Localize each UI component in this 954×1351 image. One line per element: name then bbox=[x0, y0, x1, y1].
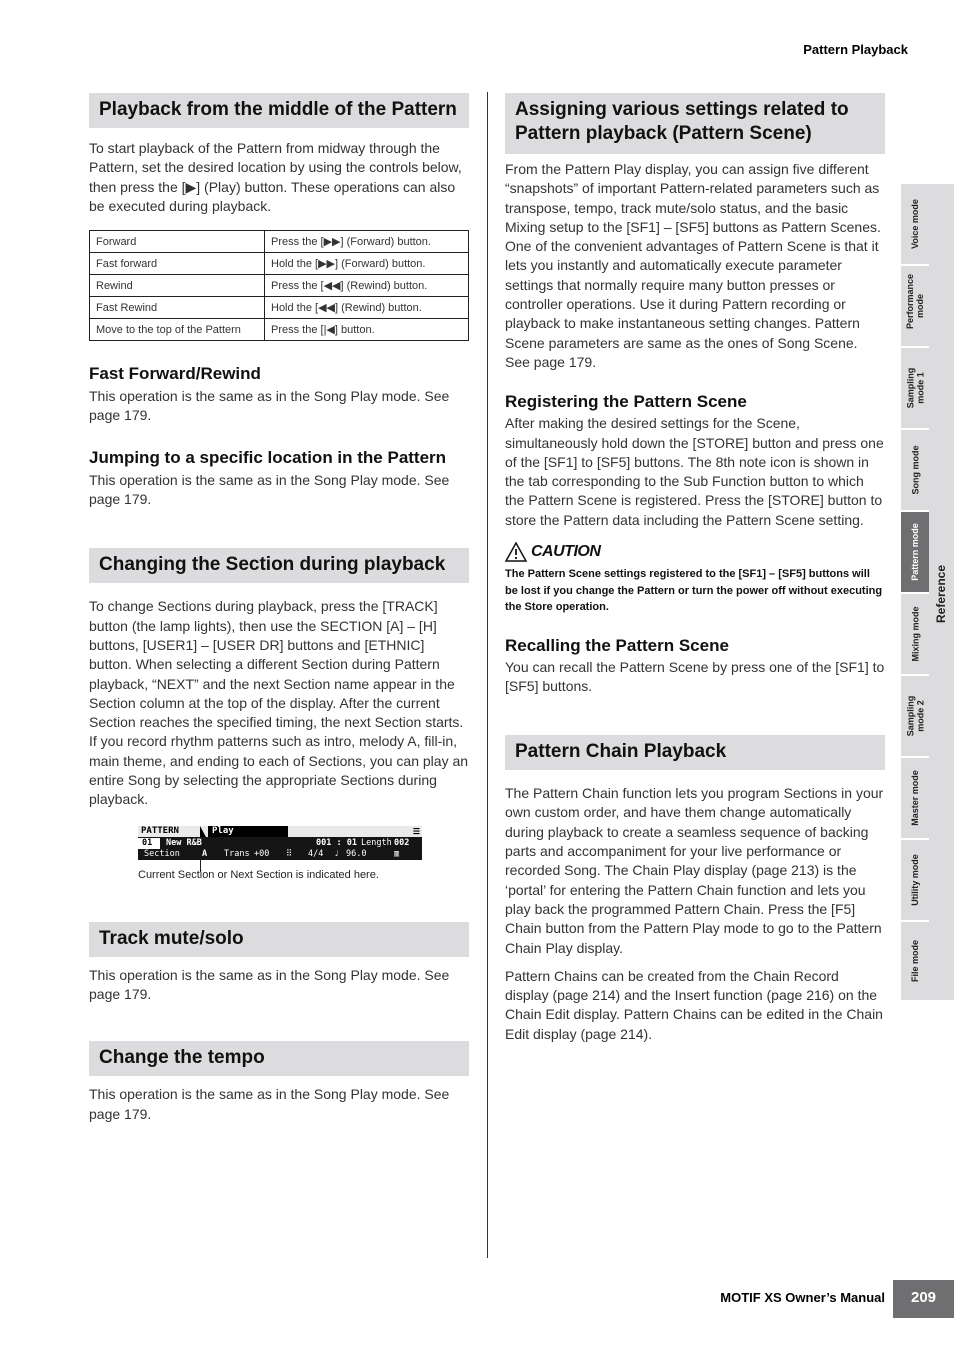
warning-icon bbox=[505, 542, 527, 562]
tab-mixing-mode[interactable]: Mixing mode bbox=[901, 594, 929, 674]
lcd-section-value: A bbox=[202, 848, 208, 859]
table-cell-op: Move to the top of the Pattern bbox=[90, 319, 265, 341]
section-heading-middle-playback: Playback from the middle of the Pattern bbox=[89, 93, 469, 128]
table-row bbox=[90, 275, 469, 297]
lcd-trans-value: +00 bbox=[254, 848, 270, 859]
table-cell-action: Hold the [◀◀] (Rewind) button. bbox=[265, 297, 469, 319]
section-heading-track-mute: Track mute/solo bbox=[89, 922, 469, 957]
tab-sampling-mode-2[interactable]: Sampling mode 2 bbox=[901, 676, 929, 756]
lcd-keyboard-icon: ▥ bbox=[394, 848, 400, 859]
lcd-caption: Current Section or Next Section is indicated here. bbox=[138, 868, 379, 881]
tab-master-mode[interactable]: Master mode bbox=[901, 758, 929, 838]
tab-performance-mode[interactable]: Performance mode bbox=[901, 266, 929, 346]
subheading-recalling: Recalling the Pattern Scene bbox=[505, 635, 729, 655]
section-heading-changing-section: Changing the Section during playback bbox=[89, 548, 469, 583]
table-row bbox=[90, 319, 469, 341]
tempo-body: This operation is the same as in the Song Play mode. See page 179. bbox=[89, 1086, 450, 1122]
lcd-track-icon: ⠿ bbox=[286, 848, 293, 859]
table-cell-op: Fast forward bbox=[90, 253, 265, 275]
manual-title: MOTIF XS Owner’s Manual bbox=[720, 1290, 885, 1305]
tab-file-mode[interactable]: File mode bbox=[901, 922, 929, 1000]
left-column bbox=[89, 93, 469, 1124]
lcd-figure bbox=[138, 826, 469, 881]
caution-body: The Pattern Scene settings registered to the [SF1] – [SF5] buttons will be lost if you change the Pattern or turn the power off without executing the Store operation. bbox=[505, 568, 883, 614]
chain-body-1: The Pattern Chain function lets you program Sections in your own custom order, and have them change automatically during playback to create a seamless sequence of backing parts and accompaniment for your live performance or recorded Song. The Chain Play display (page 213) is the ‘portal’ for entering the Pattern Chain function and lets you play back the programmed Pattern Chain. Press the [F5] Chain button from the Pattern Play mode to go to the Pattern Chain Play display. bbox=[505, 785, 884, 956]
lcd-section-row bbox=[138, 849, 422, 860]
lcd-note-icon: ♩ bbox=[334, 848, 340, 859]
table-row bbox=[90, 253, 469, 275]
table-cell-op: Rewind bbox=[90, 275, 265, 297]
recalling-body: You can recall the Pattern Scene by press one of the [SF1] to [SF5] buttons. bbox=[505, 658, 885, 694]
table-cell-op: Fast Rewind bbox=[90, 297, 265, 319]
changing-section-body: To change Sections during playback, press the [TRACK] button (the lamp lights), then use the SECTION [A] – [H] buttons, [USER1] – [USER DR] buttons and [ETHNIC] button. When selecting a different Section during Pattern playback, “NEXT” and the next Section name appear in the Section column at the top of the display. After the current Section reaches the specified timing, the next Section starts. If you record rhythm patterns such as intro, melody A, fill-in, main theme, and ending to each of Sections, you can play an entire Song by selecting the appropriate Sections during playback. bbox=[89, 598, 469, 808]
subheading-jumping: Jumping to a specific location in the Pattern bbox=[89, 447, 447, 467]
column-divider bbox=[487, 92, 488, 1258]
table-cell-op: Forward bbox=[90, 231, 265, 253]
lcd-pattern-name: New R&B bbox=[166, 837, 202, 848]
track-mute-body: This operation is the same as in the Song Play mode. See page 179. bbox=[89, 966, 450, 1002]
tab-song-mode[interactable]: Song mode bbox=[901, 430, 929, 510]
lcd-tempo: 96.0 bbox=[346, 848, 367, 859]
tab-voice-mode[interactable]: Voice mode bbox=[901, 184, 929, 264]
lcd-pattern-number: 01 bbox=[142, 837, 153, 848]
lcd-meter: 4/4 bbox=[308, 848, 324, 859]
lcd-tab-notch bbox=[200, 826, 206, 837]
middle-playback-body: To start playback of the Pattern from midway through the Pattern, set the desired location by using the controls below, then press the [▶] (Play) button. These operations can also be executed during playback. bbox=[89, 140, 462, 214]
tab-sampling-mode-1[interactable]: Sampling mode 1 bbox=[901, 348, 929, 428]
pattern-scene-body: From the Pattern Play display, you can assign five different “snapshots” of important Pattern-related parameters such as transpose, tempo, track mute/solo status, and the basic Mixing setup to the [SF1] – [SF5] buttons as Pattern Scenes. One of the convenient advantages of Pattern Scene is that it lets you instantly and automatically execute parameter settings that normally require many button presses or controller operations. Use it during Pattern recording or playback to make instantaneous setting changes. Pattern Scene parameters are same as the ones of Song Scene. See page 179. bbox=[505, 161, 881, 370]
table-cell-action: Press the [◀◀] (Rewind) button. bbox=[265, 275, 469, 297]
playback-controls-table bbox=[89, 230, 469, 341]
caution-label: CAUTION bbox=[531, 543, 601, 561]
table-cell-action: Hold the [▶▶] (Forward) button. bbox=[265, 253, 469, 275]
table-cell-action: Press the [▶▶] (Forward) button. bbox=[265, 231, 469, 253]
lcd-screen-name: Play bbox=[212, 825, 234, 836]
jumping-body: This operation is the same as in the Song Play mode. See page 179. bbox=[89, 471, 450, 508]
tab-utility-mode[interactable]: Utility mode bbox=[901, 840, 929, 920]
section-heading-chain: Pattern Chain Playback bbox=[505, 735, 885, 770]
lcd-screenshot bbox=[138, 826, 422, 860]
running-head: Pattern Playback bbox=[803, 42, 908, 57]
lcd-title-row bbox=[138, 826, 422, 837]
page-number: 209 bbox=[893, 1280, 954, 1318]
lcd-pattern-row bbox=[138, 838, 422, 849]
lcd-length-label: Length bbox=[361, 837, 392, 848]
table-row bbox=[90, 231, 469, 253]
lcd-menu-icon: ☰ bbox=[412, 826, 420, 836]
lcd-mode: PATTERN bbox=[141, 825, 179, 836]
tab-pattern-mode[interactable]: Pattern mode bbox=[901, 512, 929, 592]
subheading-fast-forward: Fast Forward/Rewind bbox=[89, 364, 261, 384]
fast-forward-body: This operation is the same as in the Song Play mode. See page 179. bbox=[89, 388, 450, 424]
section-heading-pattern-scene: Assigning various settings related to Pattern playback (Pattern Scene) bbox=[505, 93, 885, 154]
chain-body-2: Pattern Chains can be created from the Chain Record display (page 214) and the Insert function (page 216) on the Chain Edit display. Pattern Chains can be edited in the Chain Edit display (page 214). bbox=[505, 967, 883, 1042]
table-row bbox=[90, 297, 469, 319]
right-column bbox=[505, 93, 885, 1044]
subheading-registering: Registering the Pattern Scene bbox=[505, 392, 747, 412]
lcd-position: 001 : 01 bbox=[316, 837, 357, 848]
caution-heading bbox=[505, 542, 885, 562]
registering-body: After making the desired settings for the Scene, simultaneously hold down the [STORE] button and press one of the [SF1] to [SF5] buttons. The 8th note icon is shown in the tab corresponding to the Sub Function button to which the Pattern Scene is registered. Press the [STORE] button to store the Pattern data including the Pattern Scene setting. bbox=[505, 415, 884, 528]
reference-label: Reference bbox=[934, 564, 948, 624]
section-heading-tempo: Change the tempo bbox=[89, 1041, 469, 1076]
table-cell-action: Press the [|◀] button. bbox=[265, 319, 469, 341]
lcd-length: 002 bbox=[394, 837, 410, 848]
lcd-section-label: Section bbox=[144, 848, 180, 859]
lcd-trans-label: Trans bbox=[224, 848, 250, 859]
